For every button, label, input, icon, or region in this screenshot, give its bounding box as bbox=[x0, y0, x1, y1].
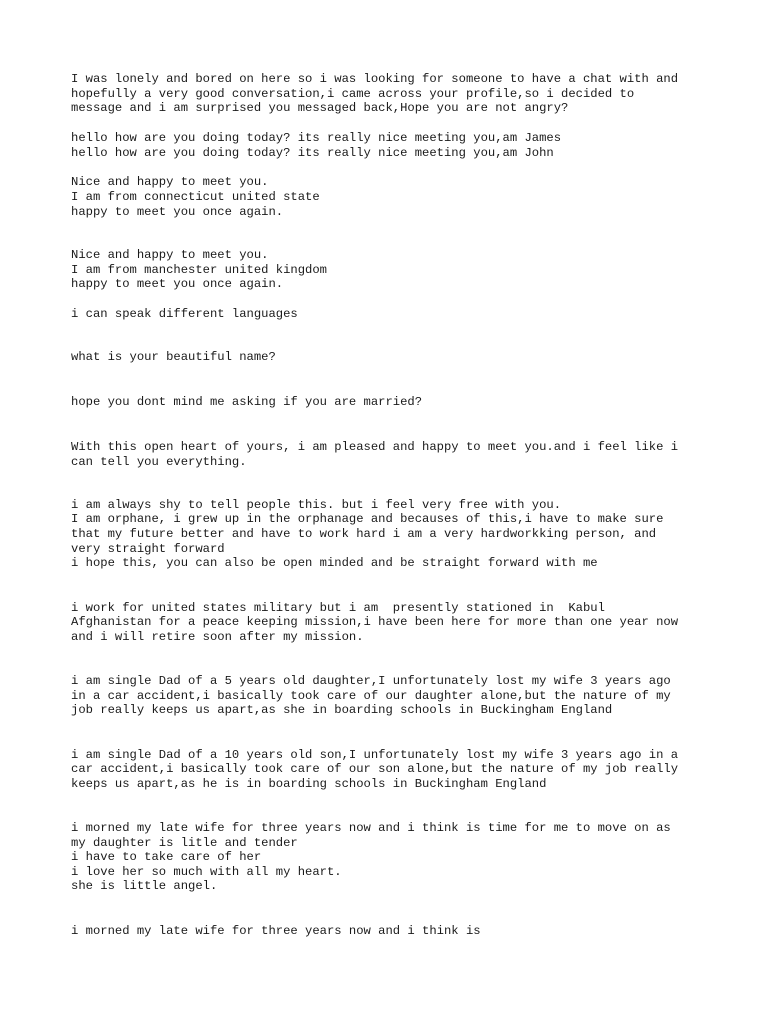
text-line: keeps us apart,as he is in boarding schools in Buckingham England bbox=[71, 777, 547, 791]
text-line: i morned my late wife for three years now and i think is bbox=[71, 924, 481, 938]
text-line: hopefully a very good conversation,i came across your profile,so i decided to bbox=[71, 87, 635, 101]
text-line: my daughter is litle and tender bbox=[71, 836, 298, 850]
text-line: can tell you everything. bbox=[71, 455, 247, 469]
text-line: i hope this, you can also be open minded and be straight forward with me bbox=[71, 556, 598, 570]
text-line: hope you dont mind me asking if you are married? bbox=[71, 395, 423, 409]
text-line: i have to take care of her bbox=[71, 850, 262, 864]
text-line: hello how are you doing today? its really nice meeting you,am James bbox=[71, 131, 562, 145]
text-line: i morned my late wife for three years now and i think is time for me to move on as bbox=[71, 821, 671, 835]
text-line: happy to meet you once again. bbox=[71, 205, 284, 219]
text-line: Afghanistan for a peace keeping mission,i have been here for more than one year now bbox=[71, 615, 679, 629]
text-line: i am always shy to tell people this. but i feel very free with you. bbox=[71, 498, 562, 512]
text-line: very straight forward bbox=[71, 542, 225, 556]
text-line: i love her so much with all my heart. bbox=[71, 865, 342, 879]
text-line: i work for united states military but i am presently stationed in Kabul bbox=[71, 601, 605, 615]
text-line: I am orphane, i grew up in the orphanage and becauses of this,i have to make sure bbox=[71, 512, 664, 526]
text-line: that my future better and have to work hard i am a very hardworkking person, and bbox=[71, 527, 657, 541]
text-line: Nice and happy to meet you. bbox=[71, 248, 269, 262]
text-line: in a car accident,i basically took care of our daughter alone,but the nature of my bbox=[71, 689, 671, 703]
text-line: i am single Dad of a 5 years old daughter,I unfortunately lost my wife 3 years ago bbox=[71, 674, 671, 688]
text-line: hello how are you doing today? its really nice meeting you,am John bbox=[71, 146, 554, 160]
text-line: car accident,i basically took care of our son alone,but the nature of my job really bbox=[71, 762, 679, 776]
text-line: i can speak different languages bbox=[71, 307, 298, 321]
text-line: job really keeps us apart,as she in boarding schools in Buckingham England bbox=[71, 703, 613, 717]
text-line: With this open heart of yours, i am pleased and happy to meet you.and i feel like i bbox=[71, 440, 679, 454]
text-line: happy to meet you once again. bbox=[71, 277, 284, 291]
text-line: what is your beautiful name? bbox=[71, 350, 276, 364]
text-line: I was lonely and bored on here so i was looking for someone to have a chat with and bbox=[71, 72, 679, 86]
text-line: I am from manchester united kingdom bbox=[71, 263, 327, 277]
text-line: i am single Dad of a 10 years old son,I unfortunately lost my wife 3 years ago in a bbox=[71, 748, 679, 762]
text-line: Nice and happy to meet you. bbox=[71, 175, 269, 189]
text-line: she is little angel. bbox=[71, 879, 218, 893]
text-line: and i will retire soon after my mission. bbox=[71, 630, 364, 644]
text-line: I am from connecticut united state bbox=[71, 190, 320, 204]
text-line: message and i am surprised you messaged back,Hope you are not angry? bbox=[71, 101, 569, 115]
